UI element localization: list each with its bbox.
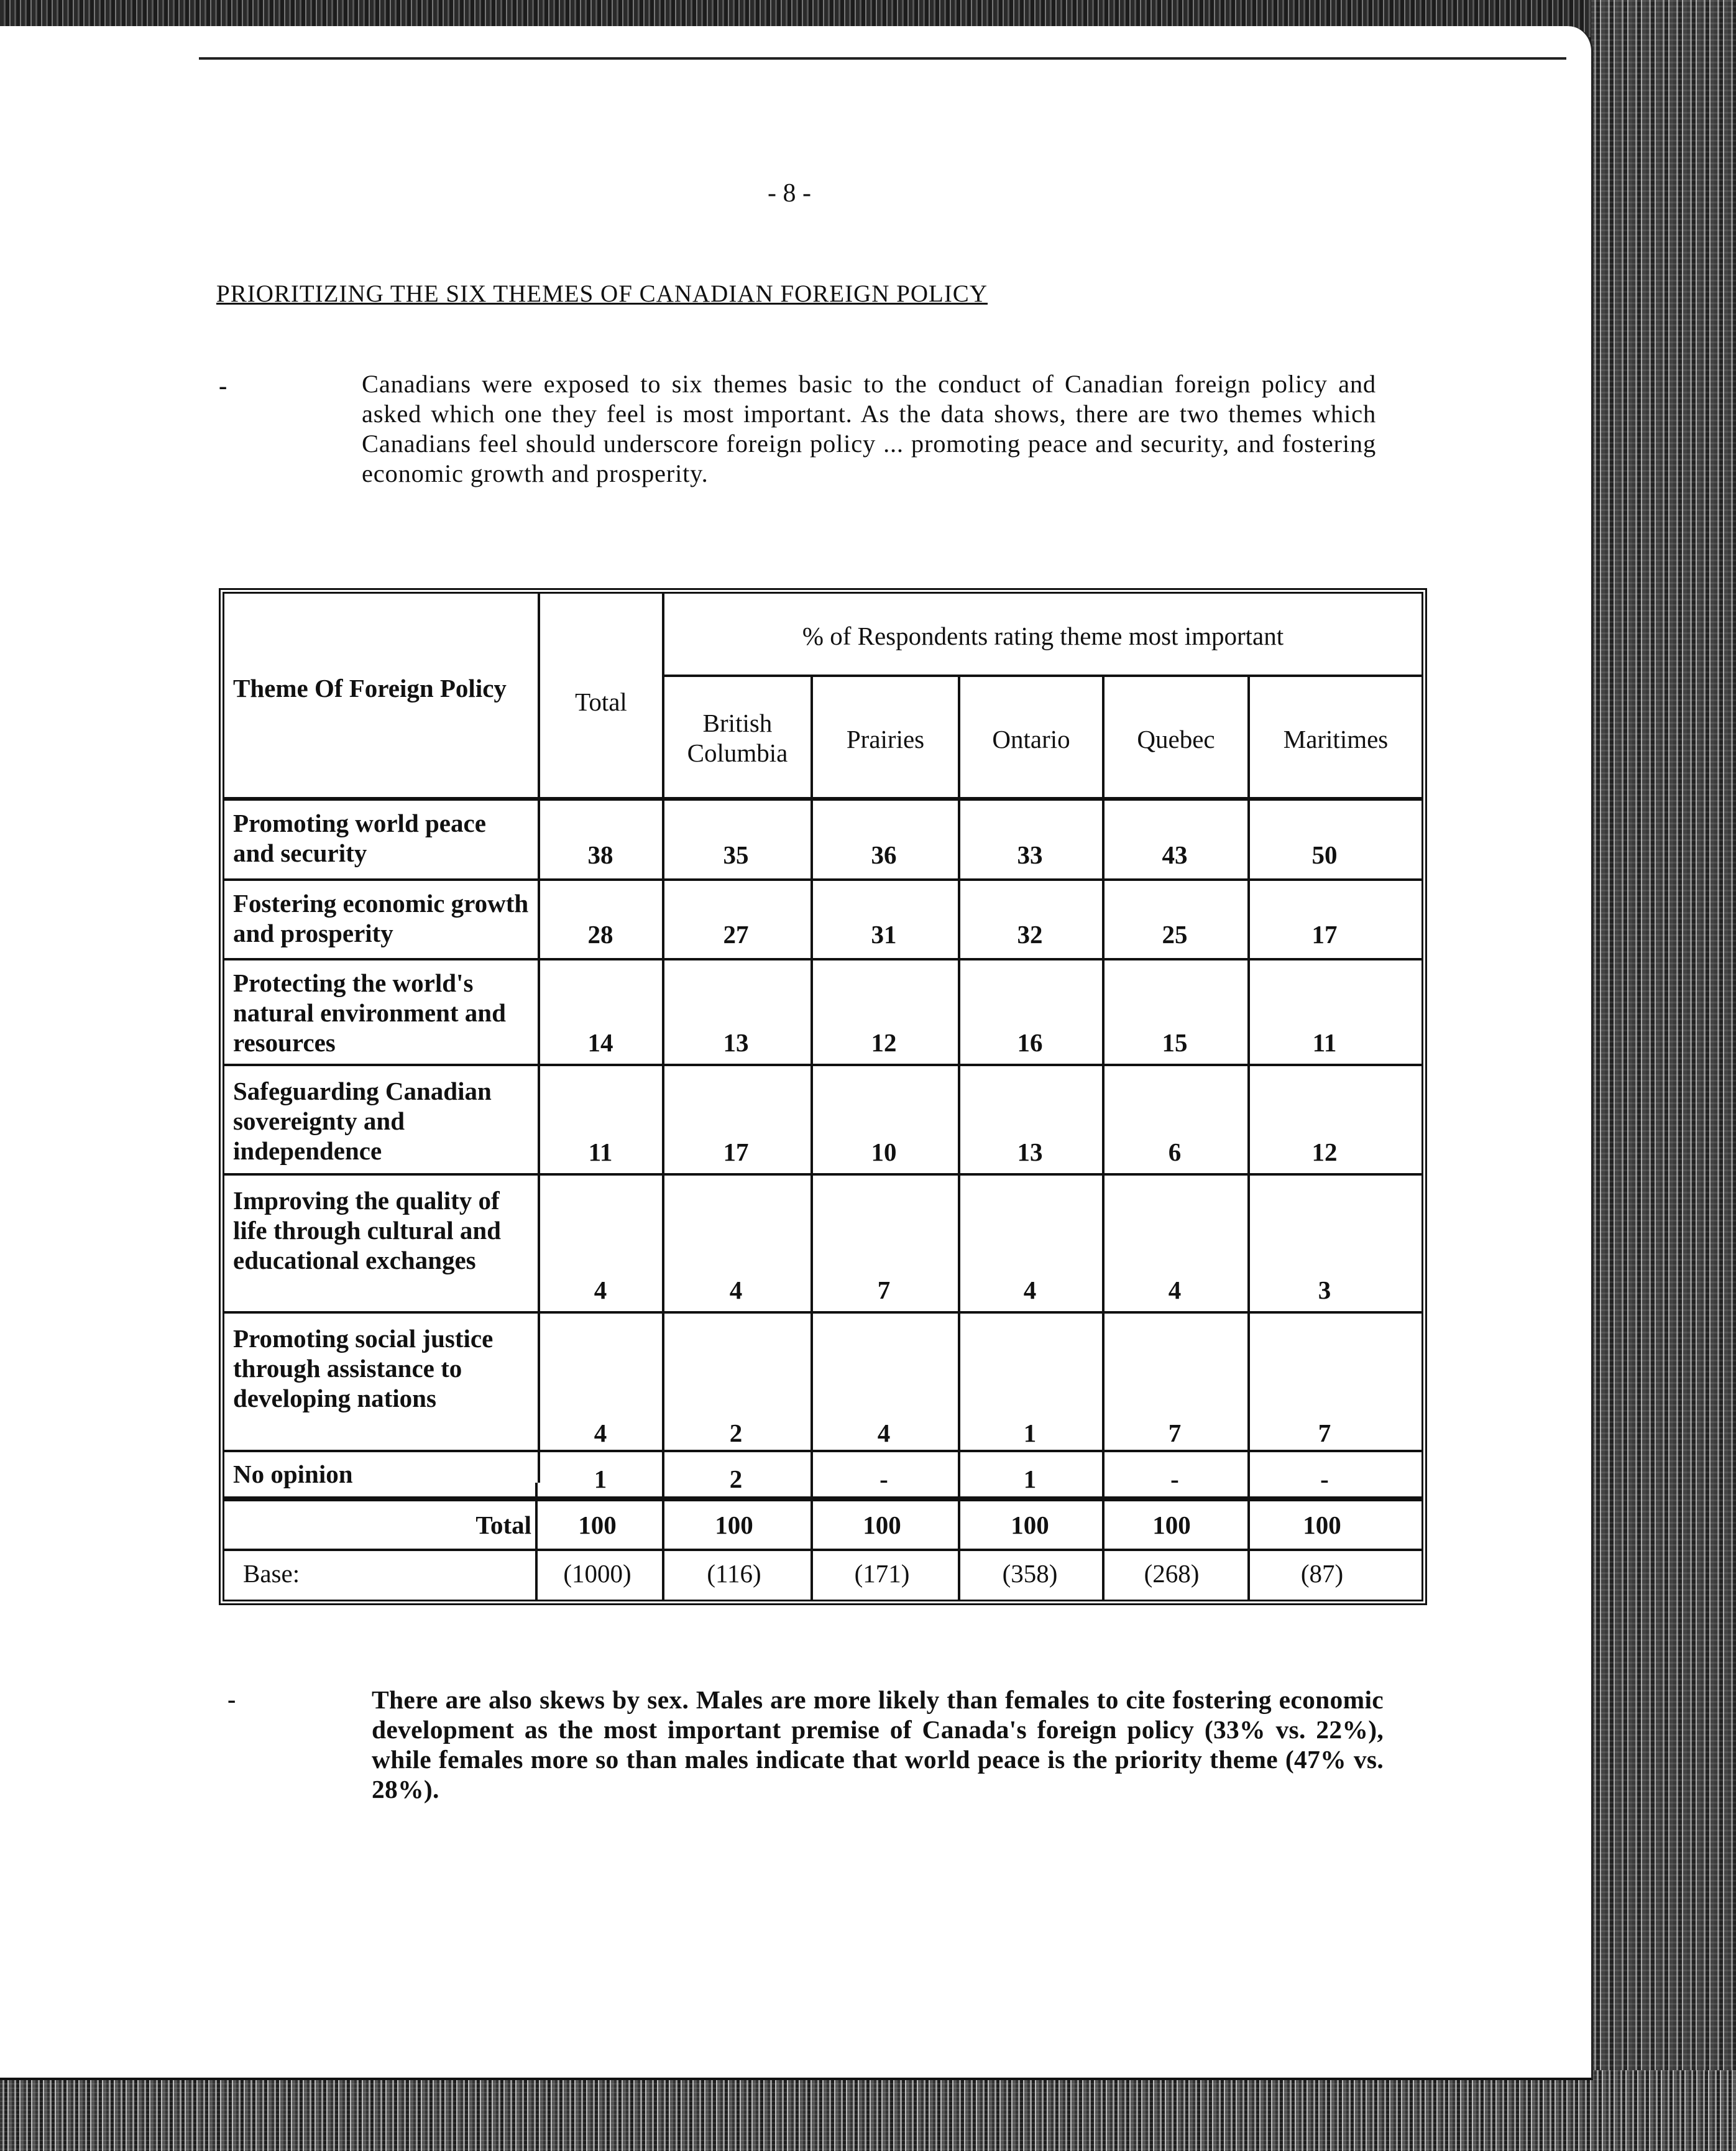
base-value: (268) <box>1144 1559 1200 1588</box>
region-header-prairies: Prairies <box>846 725 925 753</box>
cell-value: 31 <box>871 920 897 949</box>
theme-column-header: Theme Of Foreign Policy <box>233 674 507 702</box>
cell-value: 7 <box>1168 1419 1182 1447</box>
total-value: 100 <box>715 1511 753 1539</box>
row-theme-cultural: Improving the quality of life through cultural and educational exchanges <box>233 1186 501 1274</box>
cell-value: - <box>1320 1465 1329 1493</box>
cell-value: 43 <box>1162 841 1188 869</box>
cell-value: - <box>1170 1465 1179 1493</box>
cell-value: 4 <box>1168 1276 1182 1304</box>
row-theme-environment: Protecting the world's natural environment and resources <box>233 969 506 1057</box>
base-value: (1000) <box>563 1559 631 1588</box>
cell-value: 4 <box>1023 1276 1037 1304</box>
cell-value: 6 <box>1168 1138 1182 1166</box>
cell-value: 13 <box>723 1028 749 1057</box>
cell-value: 1 <box>1023 1419 1037 1447</box>
page-number: - 8 - <box>768 179 811 208</box>
cell-value: 11 <box>1312 1028 1337 1057</box>
cell-value: 36 <box>871 841 897 869</box>
cell-value: 12 <box>871 1028 897 1057</box>
cell-value: 4 <box>877 1419 891 1447</box>
cell-value: 4 <box>594 1276 607 1304</box>
base-value: (116) <box>707 1559 761 1588</box>
cell-value: 1 <box>594 1465 607 1493</box>
cell-value: 25 <box>1162 920 1188 949</box>
cell-value: 11 <box>588 1138 613 1166</box>
themes-table <box>219 588 1427 1605</box>
cell-value: 14 <box>587 1028 613 1057</box>
base-row-label: Base: <box>243 1559 300 1588</box>
cell-value: 15 <box>1162 1028 1188 1057</box>
intro-paragraph: Canadians were exposed to six themes basic to the conduct of Canadian foreign policy and asked which one they feel is most important. As the data shows, there are two themes which Canadians feel should underscore foreign policy ... promoting peace and security, and fostering economic growth and prosperity. <box>362 370 1376 487</box>
closing-paragraph: There are also skews by sex. Males are more likely than females to cite fostering economic development as the most important premise of Canada's foreign policy (33% vs. 22%), while females more so than males indicate that world peace is the priority theme (47% vs. 28%). <box>372 1685 1384 1803</box>
total-value: 100 <box>863 1511 901 1539</box>
cell-value: 7 <box>877 1276 891 1304</box>
row-theme-peace: Promoting world peace and security <box>233 809 486 867</box>
cell-value: 28 <box>587 920 613 949</box>
cell-value: 50 <box>1311 841 1338 869</box>
cell-value: 38 <box>587 841 613 869</box>
base-value: (358) <box>1002 1559 1058 1588</box>
cell-value: 4 <box>594 1419 607 1447</box>
cell-value: 10 <box>871 1138 897 1166</box>
row-theme-no-opinion: No opinion <box>233 1460 353 1488</box>
region-header-bc: British Columbia <box>687 709 788 767</box>
cell-value: 27 <box>723 920 749 949</box>
total-value: 100 <box>1152 1511 1191 1539</box>
region-header-maritimes: Maritimes <box>1283 725 1389 753</box>
cell-value: 13 <box>1017 1138 1043 1166</box>
scan-border-bottom <box>0 2070 1736 2151</box>
row-theme-economic: Fostering economic growth and prosperity <box>233 889 529 947</box>
cell-value: 3 <box>1318 1276 1331 1304</box>
cell-value: 2 <box>729 1419 743 1447</box>
total-value: 100 <box>1303 1511 1341 1539</box>
cell-value: 12 <box>1311 1138 1338 1166</box>
total-column-header: Total <box>575 688 627 716</box>
cell-value: 2 <box>729 1465 743 1493</box>
region-header-quebec: Quebec <box>1137 725 1215 753</box>
cell-value: 16 <box>1017 1028 1043 1057</box>
cell-value: 17 <box>723 1138 749 1166</box>
document-page <box>0 26 1593 2080</box>
total-value: 100 <box>578 1511 617 1539</box>
bullet-dash: - <box>227 1685 236 1713</box>
base-value: (171) <box>854 1559 910 1588</box>
scan-border-right <box>1591 0 1736 2151</box>
cell-value: 32 <box>1017 920 1043 949</box>
cell-value: 33 <box>1017 841 1043 869</box>
cell-value: 17 <box>1311 920 1338 949</box>
base-value: (87) <box>1300 1559 1344 1588</box>
cell-value: 1 <box>1023 1465 1037 1493</box>
region-header-ontario: Ontario <box>992 725 1070 753</box>
row-theme-sovereignty: Safeguarding Canadian sovereignty and independence <box>233 1077 492 1165</box>
cell-value: 4 <box>729 1276 743 1304</box>
group-header: % of Respondents rating theme most important <box>802 622 1284 650</box>
bullet-dash: - <box>219 372 227 400</box>
cell-value: - <box>879 1465 888 1493</box>
total-row-label: Total <box>475 1511 531 1539</box>
row-theme-social-justice: Promoting social justice through assistance to developing nations <box>233 1324 494 1412</box>
cell-value: 35 <box>723 841 749 869</box>
section-heading: PRIORITIZING THE SIX THEMES OF CANADIAN FOREIGN POLICY <box>216 280 988 307</box>
top-rule <box>199 57 1566 60</box>
total-value: 100 <box>1011 1511 1049 1539</box>
cell-value: 7 <box>1318 1419 1331 1447</box>
